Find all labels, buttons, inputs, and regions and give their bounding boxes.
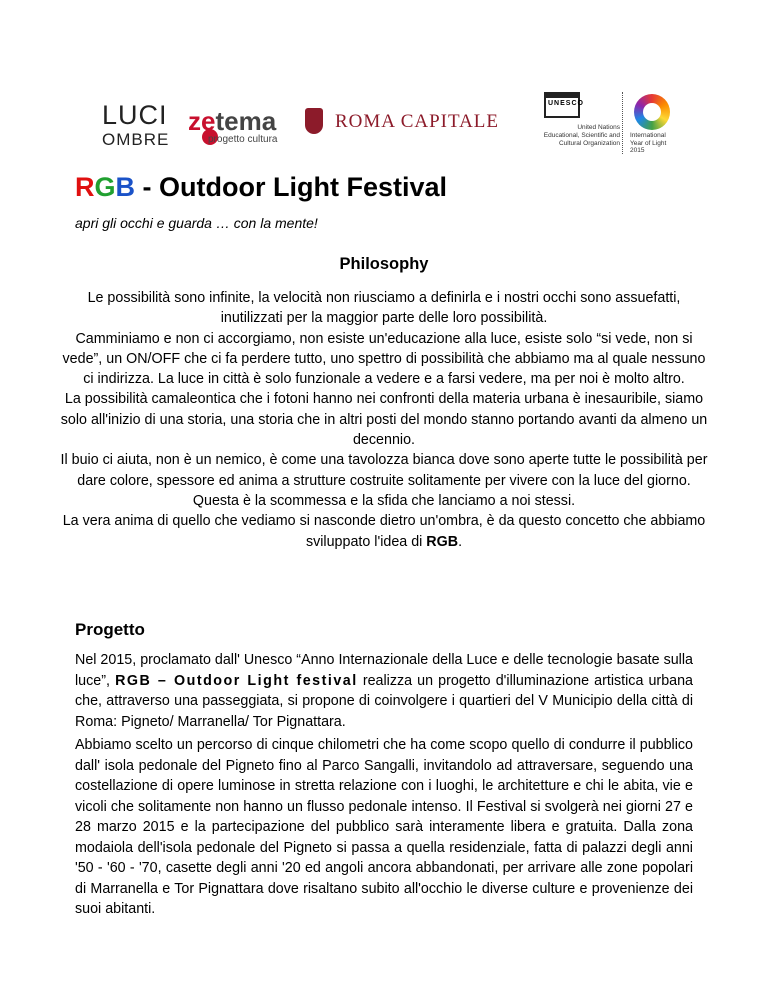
unesco-logo — [510, 92, 620, 154]
zetema-logo — [188, 106, 292, 150]
roma-crest-icon — [305, 108, 323, 134]
progetto-heading: Progetto — [75, 620, 145, 639]
year-of-light-logo — [628, 92, 698, 154]
philosophy-paragraph: Il buio ci aiuta, non è un nemico, è come una tavolozza bianca dove sono aperte tutte le possibilità per dare colore, spessore ed anima a strutture costruite solitamente per vivere con la luce del giorno. — [60, 452, 708, 489]
roma-capitale-text: ROMA CAPITALE — [335, 111, 500, 132]
year-of-light-ring-icon — [634, 94, 670, 130]
philosophy-paragraph: Questa è la scommessa e la sfida che lanciamo a noi stessi. — [192, 492, 576, 509]
document-title: RGB - Outdoor Light Festival — [75, 172, 448, 202]
roma-capitale-logo — [305, 108, 515, 142]
logo-strip — [100, 92, 700, 162]
logo-divider — [622, 92, 623, 154]
zetema-logo-text: zetema — [188, 106, 277, 136]
philosophy-paragraph: Camminiamo e non ci accorgiamo, non esiste un'educazione alla luce, esiste solo “si vede, non si vede”, un ON/OFF che ci fa perdere tutto, uno spettro di possibilità che abbiamo ma al quale nessuno ci indirizza. La luce in città è solo funzionale a vedere e a farsi vedere, ma per noi è molto altro. — [62, 330, 706, 388]
unesco-word: UNESCO — [548, 100, 584, 107]
luci-logo-line1: LUCI — [102, 100, 168, 130]
philosophy-paragraph: Le possibilità sono infinite, la velocità non riusciamo a definirla e i nostri occhi sono assuefatti, inutilizzati per la maggior parte delle loro possibilità. — [87, 290, 681, 327]
zetema-logo-subtitle: progetto cultura — [208, 134, 278, 145]
unesco-caption: United Nations Educational, Scientific and Cultural Organization — [543, 124, 620, 147]
philosophy-heading: Philosophy — [339, 255, 429, 273]
progetto-paragraph: Abbiamo scelto un percorso di cinque chilometri che ha come scopo quello di condurre il pubblico dall' isola pedonale del Pigneto fino al Parco Sangalli, invitandolo ad attraversare, seguendo una costellazione di opere luminose in stretta relazione con i luoghi, le architetture e chi le abita, vie e vicoli che solitamente non hanno un flusso pedonale intenso. Il Festival si svolgerà nei giorni 27 e 28 marzo 2015 e la partecipazione del pubblico sarà interamente libera e gratuita. Dalla zona modaiola dell'isola pedonale del Pigneto si passa a quella residenziale, fatta di palazzi degli anni '50 - '60 - '70, casette degli anni '20 ed angoli ancora abbandonati, per arrivare alle zone popolari di Marranella e Tor Pignattara dove risaltano subito all'occhio le diverse culture e provenienze dei suoi abitanti. — [75, 737, 693, 917]
year-of-light-caption: International Year of Light 2015 — [630, 132, 667, 154]
document-subtitle: apri gli occhi e guarda … con la mente! — [75, 215, 318, 231]
progetto-paragraph: Nel 2015, proclamato dall' Unesco “Anno Internazionale della Luce e delle tecnologie basate sulla luce”, RGB – Outdoor Light festival realizza un progetto d'illuminazione artistica urbana che, attraverso una passeggiata, si propone di coinvolgere i quartieri del V Municipio della città di Roma: Pigneto/ Marranella/ Tor Pignattara. — [75, 652, 693, 730]
luci-logo-line2: OMBRE — [102, 130, 170, 149]
philosophy-paragraph: La vera anima di quello che vediamo si nasconde dietro un'ombra, è da questo concetto che abbiamo sviluppato l'idea di RGB. — [62, 513, 706, 550]
luci-ombre-logo — [100, 100, 170, 148]
philosophy-section — [60, 288, 708, 552]
philosophy-paragraph: La possibilità camaleontica che i fotoni hanno nei confronti della materia urbana è inesauribile, siamo solo all'inizio di una storia, una storia che in altri posti del mondo stanno portando avanti da almeno un decennio. — [60, 391, 708, 449]
